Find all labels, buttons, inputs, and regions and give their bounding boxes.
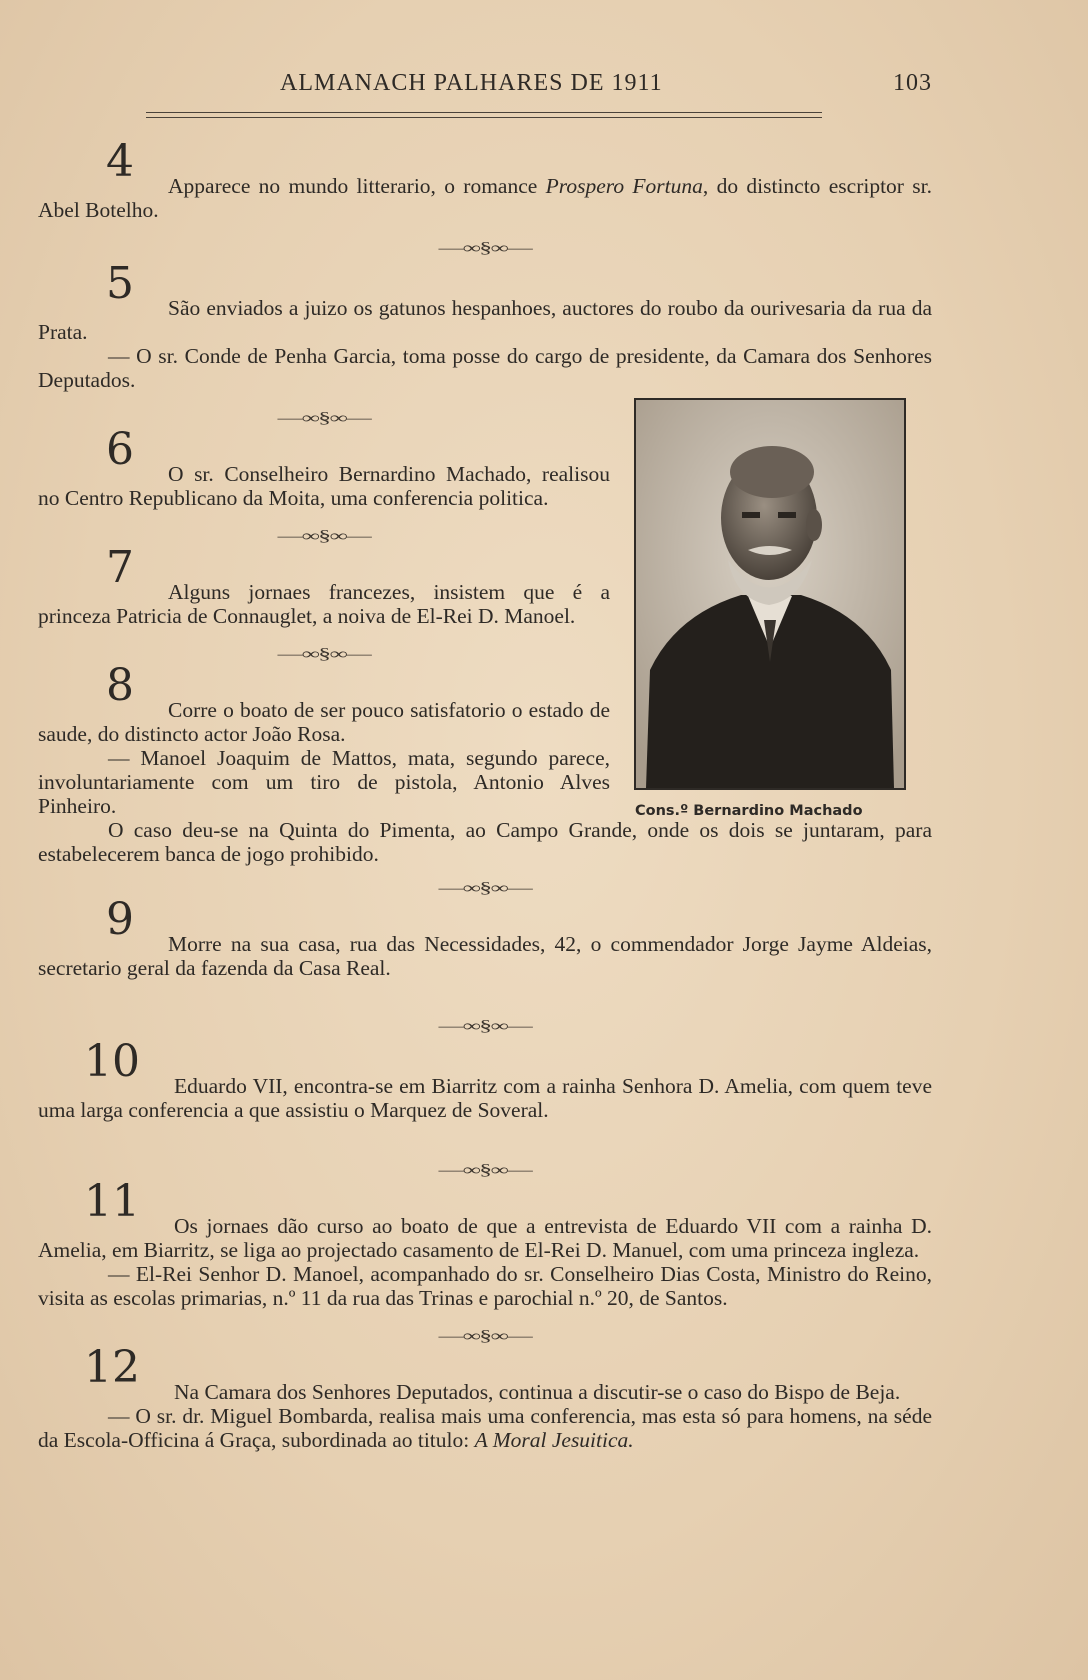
- entry-text: Eduardo VII, encontra-se em Biarritz com a rainha Senhora D. Amelia, com quem teve uma larga conferencia a que assistiu o Marquez de Soveral.: [38, 1074, 932, 1122]
- entry-text-2: [38, 1404, 932, 1452]
- page-number: 103: [893, 70, 932, 96]
- ornament-divider: —∞§∞—: [438, 1018, 532, 1035]
- entry-10: [38, 1036, 932, 1122]
- book-title: Prospero Fortuna: [545, 174, 703, 198]
- entry-4: [38, 136, 932, 222]
- entry-6: [38, 424, 610, 510]
- header-title: ALMANACH PALHARES DE 1911: [280, 70, 663, 96]
- entry-12: [38, 1342, 932, 1452]
- entry-text-b: , do distincto escriptor sr. Abel Botelho.: [38, 174, 932, 222]
- entry-text: Alguns jornaes francezes, insistem que é a princeza Patricia de Connauglet, a noiva de El-Rei D. Manoel.: [38, 580, 610, 628]
- day-number: 7: [106, 542, 134, 593]
- entry-text: Morre na sua casa, rua das Necessidades, 42, o commendador Jorge Jayme Aldeias, secretario geral da fazenda da Casa Real.: [38, 932, 932, 980]
- day-number: 12: [84, 1342, 140, 1393]
- entry-text: Corre o boato de ser pouco satisfatorio o estado de saude, do distincto actor João Rosa.: [38, 698, 610, 746]
- entry-7: [38, 542, 610, 628]
- entry-text: O sr. Conselheiro Bernardino Machado, realisou no Centro Republicano da Moita, uma conferencia politica.: [38, 462, 610, 510]
- article-body: [38, 136, 932, 1452]
- ornament-divider: —∞§∞—: [438, 1328, 532, 1345]
- entry-text-2: — Manoel Joaquim de Mattos, mata, segundo parece, involuntariamente com um tiro de pistola, Antonio Alves Pinheiro.: [38, 746, 610, 818]
- entry-text-2: — El-Rei Senhor D. Manoel, acompanhado do sr. Conselheiro Dias Costa, Ministro do Reino, visita as escolas primarias, n.º 11 da rua das Trinas e parochial n.º 20, de Santos.: [38, 1262, 932, 1310]
- day-number: 4: [106, 136, 134, 187]
- day-number: 5: [106, 258, 134, 309]
- entry-text: Na Camara dos Senhores Deputados, continua a discutir-se o caso do Bispo de Beja.: [174, 1380, 901, 1404]
- day-number: 11: [84, 1176, 140, 1227]
- lecture-title: A Moral Jesuitica.: [474, 1428, 634, 1452]
- day-number: 6: [106, 424, 134, 475]
- entry-text-3: O caso deu-se na Quinta do Pimenta, ao Campo Grande, onde os dois se juntaram, para estabelecerem banca de jogo prohibido.: [38, 818, 932, 866]
- entry-5: [38, 258, 932, 392]
- ornament-divider: —∞§∞—: [277, 410, 371, 427]
- ornament-divider: —∞§∞—: [438, 1162, 532, 1179]
- portrait-image: [636, 400, 904, 788]
- entry-text-2: — O sr. Conde de Penha Garcia, toma posse do cargo de presidente, da Camara dos Senhores Deputados.: [38, 344, 932, 392]
- portrait-photo: [634, 398, 906, 790]
- header-rule: [146, 112, 822, 113]
- entry-text: Os jornaes dão curso ao boato de que a entrevista de Eduardo VII com a rainha D. Amelia, em Biarritz, se liga ao projectado casamento de El-Rei D. Manuel, com uma princeza ingleza.: [38, 1214, 932, 1262]
- ornament-divider: —∞§∞—: [438, 880, 532, 897]
- day-number: 8: [106, 660, 134, 711]
- entry-text: [38, 150, 932, 222]
- day-number: 10: [84, 1036, 140, 1087]
- entry-text-a: Apparece no mundo litterario, o romance: [168, 174, 546, 198]
- day-number: 9: [106, 894, 134, 945]
- ornament-divider: —∞§∞—: [277, 528, 371, 545]
- entry-text-2a: — O sr. dr. Miguel Bombarda, realisa mais uma conferencia, mas esta só para homens, na séde da Escola-Officina á Graça, subordinada ao titulo:: [38, 1404, 932, 1452]
- entry-11: [38, 1176, 932, 1310]
- ornament-divider: —∞§∞—: [438, 240, 532, 257]
- header-rule-thin: [146, 117, 822, 118]
- entry-9: [38, 894, 932, 980]
- entry-text: São enviados a juizo os gatunos hespanhoes, auctores do roubo da ourivesaria da rua da Prata.: [38, 296, 932, 344]
- portrait-caption: Cons.º Bernardino Machado: [635, 803, 863, 819]
- ornament-divider: —∞§∞—: [277, 646, 371, 663]
